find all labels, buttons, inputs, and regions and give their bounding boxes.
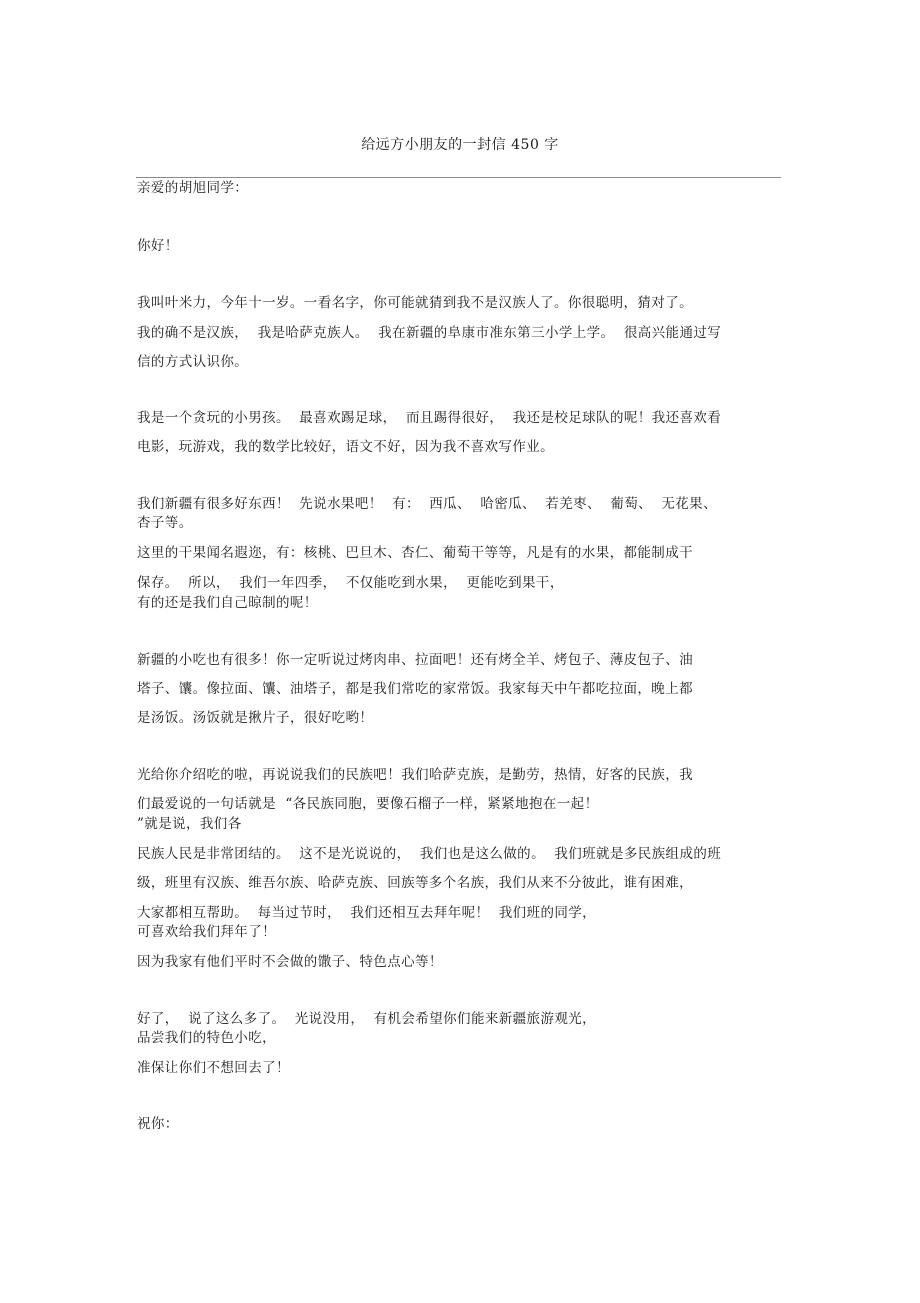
paragraph-line: 我是一个贪玩的小男孩。 最喜欢踢足球， 而且踢得很好， 我还是校足球队的呢！我还喜欢看 xyxy=(137,410,722,426)
paragraph-line: 杏子等。 xyxy=(137,515,193,531)
paragraph-line: 因为我家有他们平时不会做的馓子、特色点心等！ xyxy=(137,954,443,970)
paragraph-line: 准保让你们不想回去了！ xyxy=(137,1060,290,1076)
paragraph-line: 我叫叶米力，今年十一岁。一看名字，你可能就猜到我不是汉族人了。你很聪明，猜对了。 xyxy=(137,295,693,311)
paragraph-line: 们最爱说的一句话就是 “各民族同胞，要像石榴子一样，紧紧地抱在一起！ xyxy=(137,796,599,812)
paragraph-line: 保存。 所以， 我们一年四季， 不仅能吃到水果， 更能吃到果干， xyxy=(137,575,564,591)
paragraph-line: 我的确不是汉族， 我是哈萨克族人。 我在新疆的阜康市准东第三小学上学。 很高兴能通过写 xyxy=(137,325,722,341)
paragraph-line: 光给你介绍吃的啦，再说说我们的民族吧！我们哈萨克族，是勤劳，热情，好客的民族，我 xyxy=(137,767,693,783)
paragraph-line: 好了， 说了这么多了。 光说没用， 有机会希望你们能来新疆旅游观光， xyxy=(137,1011,597,1027)
greeting: 你好！ xyxy=(137,238,179,254)
paragraph-line: 信的方式认识你。 xyxy=(137,354,249,370)
paragraph-line: 有的还是我们自己晾制的呢！ xyxy=(137,595,318,611)
paragraph-line: 级，班里有汉族、维吾尔族、哈萨克族、回族等多个名族，我们从来不分彼此，谁有困难， xyxy=(137,875,693,891)
salutation: 亲爱的胡旭同学： xyxy=(137,180,249,196)
paragraph-line: 新疆的小吃也有很多！你一定听说过烤肉串、拉面吧！还有烤全羊、烤包子、薄皮包子、油 xyxy=(137,652,693,668)
document-title: 给远方小朋友的一封信 450 字 xyxy=(361,137,559,153)
paragraph-line: 这里的干果闻名遐迩，有：核桃、巴旦木、杏仁、葡萄干等等，凡是有的水果，都能制成干 xyxy=(137,545,693,561)
paragraph-line: 民族人民是非常团结的。 这不是光说说的， 我们也是这么做的。 我们班就是多民族组成的班 xyxy=(137,846,722,862)
paragraph-line: 塔子、馕。像拉面、馕、油塔子，都是我们常吃的家常饭。我家每天中午都吃拉面，晚上都 xyxy=(137,681,693,697)
paragraph-line: 我们新疆有很多好东西！ 先说水果吧！ 有： 西瓜、 哈密瓜、 若羌枣、 葡萄、 无花果、 xyxy=(137,496,717,512)
title-divider xyxy=(136,177,781,178)
paragraph-line: ”就是说，我们各 xyxy=(137,816,242,832)
paragraph-line: 是汤饭。汤饭就是揪片子，很好吃哟！ xyxy=(137,710,374,726)
paragraph-line: 可喜欢给我们拜年了！ xyxy=(137,924,276,940)
closing-wish: 祝你： xyxy=(137,1116,179,1132)
paragraph-line: 大家都相互帮助。 每当过节时， 我们还相互去拜年呢！ 我们班的同学， xyxy=(137,905,597,921)
paragraph-line: 品尝我们的特色小吃， xyxy=(137,1030,276,1046)
paragraph-line: 电影，玩游戏，我的数学比较好，语文不好，因为我不喜欢写作业。 xyxy=(137,439,554,455)
